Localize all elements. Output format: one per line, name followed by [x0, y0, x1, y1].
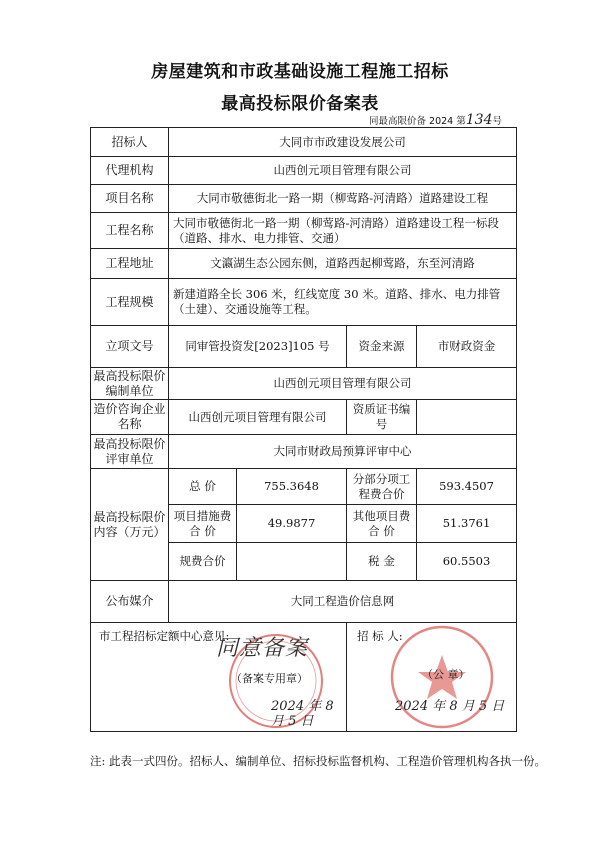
record-prefix: 同最高限价备 2024 第	[369, 116, 466, 127]
document-subtitle: 最高投标限价备案表	[221, 94, 379, 114]
work-address-value: 文瀛湖生态公园东侧，道路西起柳莺路，东至河清路	[169, 249, 517, 279]
consult-value: 山西创元项目管理有限公司	[169, 400, 347, 435]
agency-value: 山西创元项目管理有限公司	[169, 157, 517, 185]
total-label: 总 价	[169, 469, 237, 505]
record-number	[369, 112, 502, 128]
total-value: 755.3648	[237, 469, 347, 505]
fund-label: 资金来源	[347, 326, 417, 368]
center-opinion-title: 市工程招标定额中心意见:	[99, 629, 230, 643]
agency-label: 代理机构	[91, 157, 169, 185]
project-name-value: 大同市敬德街北一路一期（柳莺路-河清路）道路建设工程	[169, 185, 517, 213]
work-scale-value: 新建道路全长 306 米，红线宽度 30 米。道路、排水、电力排管（土建）、交通设施等工程。	[169, 279, 517, 326]
filing-seal-label: （备案专用章）	[231, 672, 308, 685]
measure-label: 项目措施费合 价	[169, 505, 237, 543]
cert-label: 资质证书编号	[347, 400, 417, 435]
compiler-label: 最高投标限价编制单位	[91, 368, 169, 400]
measure-value: 49.9877	[237, 505, 347, 543]
work-name-value: 大同市敬德街北一路一期（柳莺路-河清路）道路建设工程一标段（道路、排水、电力排管、交通）	[169, 213, 517, 249]
work-name-label: 工程名称	[91, 213, 169, 249]
tax-value: 60.5503	[417, 543, 517, 581]
work-address-label: 工程地址	[91, 249, 169, 279]
center-opinion-date: 2024 年 8 月 5 日	[271, 699, 334, 729]
approval-label: 立项文号	[91, 326, 169, 368]
fee-label: 规费合价	[169, 543, 237, 581]
center-opinion-cell	[91, 623, 347, 732]
tenderer-sign-title: 招 标 人:	[357, 629, 403, 643]
fee-value	[237, 543, 347, 581]
filing-table	[90, 127, 517, 732]
compiler-value: 山西创元项目管理有限公司	[169, 368, 517, 400]
tenderer-seal-cell	[347, 623, 517, 732]
record-number-handwritten: 134	[465, 112, 493, 128]
tenderer-label: 招标人	[91, 128, 169, 157]
fund-value: 市财政资金	[417, 326, 517, 368]
consult-label: 造价咨询企业名称	[91, 400, 169, 435]
cert-value	[417, 400, 517, 435]
project-name-label: 项目名称	[91, 185, 169, 213]
subitem-value: 593.4507	[417, 469, 517, 505]
tenderer-date: 2024 年 8 月 5 日	[395, 699, 505, 714]
tenderer-seal-label: （公 章）	[422, 668, 470, 681]
tax-label: 税 金	[347, 543, 417, 581]
footnote: 注: 此表一式四份。招标人、编制单位、招标投标监督机构、工程造价管理机构各执一份。	[90, 754, 547, 768]
other-label: 其他项目费合 价	[347, 505, 417, 543]
reviewer-label: 最高投标限价评审单位	[91, 435, 169, 469]
tenderer-value: 大同市市政建设发展公司	[169, 128, 517, 157]
subitem-label: 分部分项工程费合价	[347, 469, 417, 505]
reviewer-value: 大同市财政局预算评审中心	[169, 435, 517, 469]
handwritten-approval: 同意备案	[216, 636, 309, 661]
limit-label: 最高投标限价内容（万元）	[91, 469, 169, 581]
document-title: 房屋建筑和市政基础设施工程施工招标	[151, 62, 449, 82]
approval-value: 同审管投资发[2023]105 号	[169, 326, 347, 368]
work-scale-label: 工程规模	[91, 279, 169, 326]
media-label: 公布媒介	[91, 581, 169, 623]
media-value: 大同工程造价信息网	[169, 581, 517, 623]
record-suffix: 号	[492, 116, 502, 127]
other-value: 51.3761	[417, 505, 517, 543]
